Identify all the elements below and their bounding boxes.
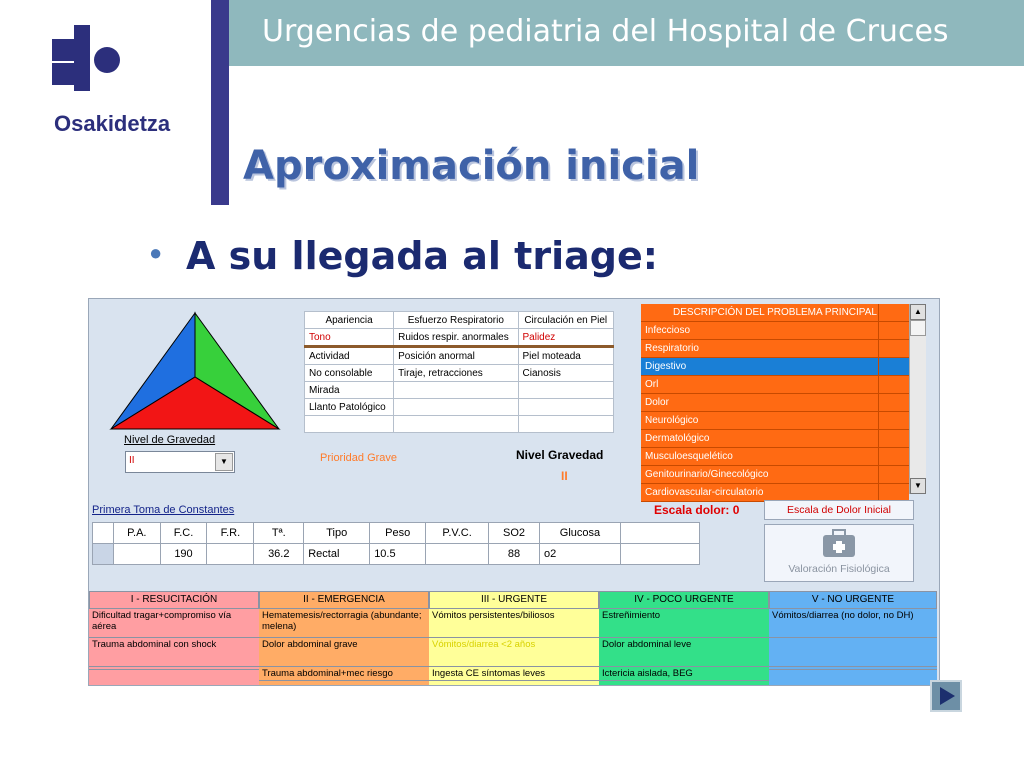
description-header: DESCRIPCIÓN DEL PROBLEMA PRINCIPAL bbox=[641, 304, 909, 322]
brand-name: Osakidetza bbox=[54, 111, 171, 136]
severity-level-value: II bbox=[561, 469, 568, 483]
assessment-cell[interactable]: Llanto Patológico bbox=[305, 399, 394, 416]
assessment-cell[interactable]: Posición anormal bbox=[394, 347, 518, 365]
bullet-icon: ● bbox=[149, 240, 163, 265]
severity-select[interactable] bbox=[125, 451, 235, 473]
triage-column-title: IV - POCO URGENTE bbox=[599, 591, 769, 609]
play-arrow-icon bbox=[932, 682, 960, 710]
assessment-cell[interactable]: Actividad bbox=[305, 347, 394, 365]
severity-select-value: II bbox=[129, 455, 135, 466]
assessment-cell[interactable]: Ruidos respir. anormales bbox=[394, 329, 518, 347]
scroll-thumb[interactable] bbox=[910, 320, 926, 336]
triage-column-urgent bbox=[429, 591, 599, 685]
constants-value-peso[interactable]: 10.5 bbox=[370, 544, 426, 565]
pain-scale-button[interactable]: Escala de Dolor Inicial bbox=[764, 500, 914, 520]
description-item[interactable]: Dermatológico bbox=[641, 430, 909, 448]
triage-item[interactable]: Dolor abdominal grave bbox=[259, 638, 429, 667]
row-selector bbox=[93, 523, 114, 544]
pediatric-triangle-icon bbox=[109, 311, 281, 431]
assessment-cell[interactable]: Mirada bbox=[305, 382, 394, 399]
header-accent-bar bbox=[211, 0, 229, 205]
next-slide-button[interactable] bbox=[930, 680, 962, 712]
description-scrollbar[interactable] bbox=[909, 304, 926, 494]
constants-value-fr[interactable] bbox=[207, 544, 254, 565]
constants-value-fc[interactable]: 190 bbox=[160, 544, 207, 565]
constants-value-tipo[interactable]: Rectal bbox=[304, 544, 370, 565]
triage-item[interactable]: Vómitos/diarrea <2 años bbox=[429, 638, 599, 667]
scroll-down-icon[interactable]: ▼ bbox=[910, 478, 926, 494]
constants-spacer bbox=[621, 544, 700, 565]
problem-description-list[interactable] bbox=[641, 304, 909, 498]
osakidetza-logo-icon bbox=[52, 25, 124, 95]
constants-value-glucosa[interactable]: o2 bbox=[539, 544, 620, 565]
assessment-cell[interactable]: Piel moteada bbox=[518, 347, 614, 365]
assessment-cell[interactable] bbox=[518, 416, 614, 433]
severity-label: Nivel de Gravedad bbox=[124, 434, 216, 446]
triage-item[interactable]: Trauma abdominal+mec riesgo bbox=[259, 667, 429, 681]
assessment-cell[interactable] bbox=[394, 416, 518, 433]
assessment-cell[interactable]: Tono bbox=[305, 329, 394, 347]
triage-item[interactable]: Vómitos persistentes/biliosos bbox=[429, 609, 599, 638]
row-selector[interactable] bbox=[93, 544, 114, 565]
assessment-cell[interactable]: Tiraje, retracciones bbox=[394, 365, 518, 382]
triage-column-less-urgent bbox=[599, 591, 769, 685]
triage-app-window bbox=[88, 298, 940, 686]
physiological-assessment-button[interactable] bbox=[764, 524, 914, 582]
triage-item[interactable]: Trauma abdominal con shock bbox=[89, 638, 259, 667]
triage-item[interactable]: Dificultad tragar+compromiso vía aérea bbox=[89, 609, 259, 638]
constants-spacer bbox=[621, 523, 700, 544]
triage-item[interactable] bbox=[89, 667, 259, 670]
constants-header: Glucosa bbox=[539, 523, 620, 544]
constants-value-so2[interactable]: 88 bbox=[489, 544, 540, 565]
triage-item[interactable]: Ictericia aislada, BEG bbox=[599, 667, 769, 681]
description-item[interactable]: Genitourinario/Ginecológico bbox=[641, 466, 909, 484]
triage-column-non-urgent bbox=[769, 591, 937, 685]
medical-kit-icon bbox=[822, 529, 856, 559]
description-item[interactable]: Respiratorio bbox=[641, 340, 909, 358]
description-item[interactable]: Infeccioso bbox=[641, 322, 909, 340]
triage-column-title: II - EMERGENCIA bbox=[259, 591, 429, 609]
assessment-cell[interactable] bbox=[394, 382, 518, 399]
assessment-cell[interactable] bbox=[394, 399, 518, 416]
slide-title: Aproximación inicial bbox=[243, 143, 700, 189]
triage-column-title: V - NO URGENTE bbox=[769, 591, 937, 609]
description-item[interactable]: Orl bbox=[641, 376, 909, 394]
bullet-text: A su llegada al triage: bbox=[186, 234, 658, 278]
description-item[interactable]: Musculoesquelético bbox=[641, 448, 909, 466]
description-item[interactable]: Neurológico bbox=[641, 412, 909, 430]
scroll-up-icon[interactable]: ▲ bbox=[910, 304, 926, 320]
constants-header: Peso bbox=[370, 523, 426, 544]
constants-header: F.R. bbox=[207, 523, 254, 544]
triage-column-title: III - URGENTE bbox=[429, 591, 599, 609]
description-item-selected[interactable]: Digestivo bbox=[641, 358, 909, 376]
constants-header: Tipo bbox=[304, 523, 370, 544]
assessment-header: Esfuerzo Respiratorio bbox=[394, 312, 518, 329]
pain-scale-label: Escala dolor: 0 bbox=[654, 503, 740, 517]
assessment-cell[interactable] bbox=[305, 416, 394, 433]
constants-value-temp[interactable]: 36.2 bbox=[254, 544, 304, 565]
assessment-header: Apariencia bbox=[305, 312, 394, 329]
constants-value-pa[interactable] bbox=[114, 544, 161, 565]
priority-text: Prioridad Grave bbox=[320, 452, 398, 464]
description-item[interactable]: Cardiovascular-circulatorio bbox=[641, 484, 909, 502]
assessment-cell[interactable]: Cianosis bbox=[518, 365, 614, 382]
assessment-cell[interactable]: Palidez bbox=[518, 329, 614, 347]
triage-item[interactable]: Dolor abdominal leve bbox=[599, 638, 769, 667]
constants-header: SO2 bbox=[489, 523, 540, 544]
assessment-table bbox=[304, 311, 614, 433]
triage-item[interactable] bbox=[769, 667, 937, 670]
triage-item[interactable]: Vómitos/diarrea (no dolor, no DH) bbox=[769, 609, 937, 638]
constants-table bbox=[92, 522, 700, 565]
triage-item[interactable] bbox=[769, 638, 937, 667]
header-title: Urgencias de pediatria del Hospital de Cruces bbox=[262, 14, 949, 49]
physiological-button-label: Valoración Fisiológica bbox=[788, 563, 890, 575]
triage-column-title: I - RESUCITACIÓN bbox=[89, 591, 259, 609]
logo-area bbox=[0, 0, 210, 205]
constants-header: P.V.C. bbox=[426, 523, 489, 544]
description-item[interactable]: Dolor bbox=[641, 394, 909, 412]
assessment-cell[interactable] bbox=[518, 399, 614, 416]
triage-column-resuscitation bbox=[89, 591, 259, 685]
constants-header: F.C. bbox=[160, 523, 207, 544]
assessment-cell[interactable]: No consolable bbox=[305, 365, 394, 382]
triage-item[interactable]: Estreñimiento bbox=[599, 609, 769, 638]
constants-header: Tª. bbox=[254, 523, 304, 544]
constants-header: P.A. bbox=[114, 523, 161, 544]
triage-column-emergency bbox=[259, 591, 429, 685]
triage-item[interactable]: Ingesta CE síntomas leves bbox=[429, 667, 599, 681]
constants-value-pvc[interactable] bbox=[426, 544, 489, 565]
severity-level-title: Nivel Gravedad bbox=[516, 448, 604, 462]
chevron-down-icon[interactable]: ▼ bbox=[215, 453, 233, 471]
constants-label: Primera Toma de Constantes bbox=[92, 504, 235, 516]
triage-item[interactable]: Hematemesis/rectorragia (abundante; melena) bbox=[259, 609, 429, 638]
assessment-cell[interactable] bbox=[518, 382, 614, 399]
assessment-header: Circulación en Piel bbox=[518, 312, 614, 329]
